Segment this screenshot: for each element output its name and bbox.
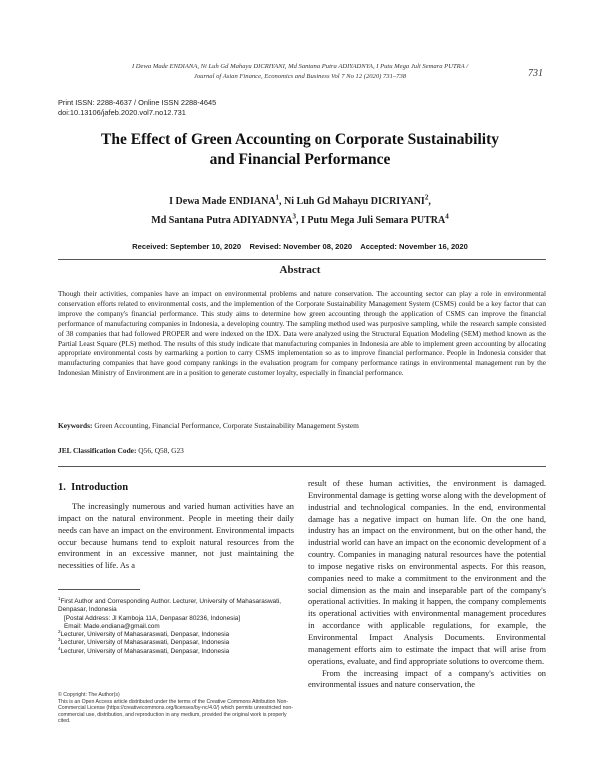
author-name: I Putu Mega Juli Semara PUTRA — [301, 215, 446, 226]
footnote-text: Lecturer, University of Mahasaraswati, Denpasar, Indonesia — [60, 647, 230, 655]
abstract-bottom-divider — [58, 466, 546, 467]
author-affiliation-mark: 2 — [424, 193, 429, 202]
author-line-2: Md Santana Putra ADIYADNYA$^3$, I Putu Mega Juli Semara PUTRA$^4$ — [151, 212, 449, 226]
keywords-text: Green Accounting, Financial Performance, Corporate Sustainability Management System — [94, 421, 359, 430]
issn-block — [58, 98, 216, 118]
section-heading-introduction: 1. Introduction — [58, 482, 129, 493]
keywords-label: Keywords: — [58, 421, 93, 430]
footnote-4 — [58, 645, 296, 656]
abstract-text: Though their activities, companies have an impact on environmental problems and nature conservation. The accounting sector can play a role in environmental conservation efforts related to environmental costs, and the implemention of the Corporate Sustainability Management System (CSMS) could be a key factor that can improve the company's financial performance. This study aims to determine how green accounting through the application of CSMS can improve the financial performance of manufacturing companies in Indonesia, a developing country. The sampling method used was purposive sampling, while the research sample consisted of 38 companies that had followed PROPER and were indexed on the IDX. Data were analyzed using the Structural Equation Modeling (SEM) method known as the Partial Least Square (PLS) method. The results of this study indicate that manufacturing companies in Indonesia are able to implement green accounting by allocating appropriate environmental costs by earmarking a portion to carry CSMS implementation so as to improve financial performance. People in Indonesia consider that manufacturing companies that have good company rankings in the evaluation program for company performance ratings in environmental management run by the Indonesian Ministry of Environment are in a position to generate customer loyalty, especially in financial performance. — [58, 290, 546, 378]
author-name: I Dewa Made ENDIANA — [169, 196, 276, 207]
footnote-1-email: Email: Made.endiana@gmail.com — [64, 622, 160, 630]
footnote-1 — [58, 595, 296, 615]
author-line-1: I Dewa Made ENDIANA$^1$, Ni Luh Gd Mahayu DICRIYANI$^2$, — [169, 193, 431, 207]
footnotes — [58, 595, 296, 656]
footnote-mark: 4 — [58, 645, 61, 651]
jel-label: JEL Classification Code: — [58, 446, 137, 455]
right-column-text — [308, 478, 546, 691]
footnote-mark: 3 — [58, 637, 61, 643]
author-affiliation-mark: 4 — [445, 212, 449, 221]
copyright-line: © Copyright: The Author(s) — [58, 692, 120, 698]
footnote-mark: 1 — [58, 595, 61, 601]
footnote-text: First Author and Corresponding Author. Lecturer, University of Mahasaraswati, Denpasar, Indonesia — [58, 598, 282, 614]
issn: Print ISSN: 2288-4637 / Online ISSN 2288-4645 — [58, 98, 217, 107]
running-head-authors: I Dewa Made ENDIANA, Ni Luh Gd Mahayu DICRIYANI, Md Santana Putra ADIYADNYA, I Putu Mega Juli Semara PUTRA / — [131, 63, 469, 70]
abstract-heading: Abstract — [279, 264, 321, 276]
paragraph: From the increasing impact of a company's activities on environmental issues and nature conservation, the — [308, 668, 546, 690]
author-affiliation-mark: 1 — [275, 193, 280, 202]
footnote-text: Lecturer, University of Mahasaraswati, Denpasar, Indonesia — [60, 631, 230, 639]
paragraph: The increasingly numerous and varied human activities have an impact on the natural environment. People in meeting their daily needs can have an impact on the environment. Environmental impacts occur because humans tend to exploit natural resources from the environment in an excessive manner, not just maintaining the necessities of life. As a — [58, 502, 294, 571]
title-line-1: The Effect of Green Accounting on Corporate Sustainability — [101, 131, 499, 148]
author-affiliation-mark: 3 — [292, 212, 297, 221]
author-name: Md Santana Putra ADIYADNYA — [151, 215, 293, 226]
jel-codes: Q56, Q58, G23 — [138, 446, 184, 455]
paragraph: result of these human activities, the environment is damaged. Environmental damage is getting worse along with the development of industrial and technological companies. In the end, environmental damage has a negative impact on human life. On the one hand, industry has an impact on the environment, but on the other hand, the industrial world can have an impact on the economic development of a country. Companies in managing natural resources have the potential to impose negative risks on environmental aspects. For this reason, companies need to make a commitment to the environment and the social dimension as the main and inseparable part of the company's operational activities. In making it happen, the company complements its operational activities with environmental management procedures in accordance with applicable regulations, for example, the Environmental Impact Analysis Documents. Environmental management efforts aim to estimate the impact that will arise from operations, evaluate, and find appropriate solutions to overcome them. — [308, 479, 546, 666]
page-number: 731 — [528, 68, 543, 79]
paper-title — [60, 130, 540, 170]
footnote-divider — [58, 589, 140, 590]
running-head-journal: Journal of Asian Finance, Economics and Business Vol 7 No 12 (2020) 731–738 — [193, 73, 407, 80]
keywords — [58, 421, 546, 430]
submission-dates: Received: September 10, 2020 Revised: November 08, 2020 Accepted: November 16, 2020 — [132, 242, 468, 251]
footnote-1-address: [Postal Address: Jl Kamboja 11A, Denpasar 80236, Indonesia] — [64, 614, 241, 622]
footnote-text: Lecturer, University of Mahasaraswati, Denpasar, Indonesia — [60, 639, 230, 647]
jel-classification — [58, 446, 546, 455]
copyright-notice — [58, 692, 296, 725]
license-text: This is an Open Access article distributed under the terms of the Creative Commons Attribution Non-Commercial License (https://creativecommons.org/licenses/by-nc/4.0/) which permits unrestricted non-commercial use, distribution, and reproduction in any medium, provided the original work is properly cited. — [58, 698, 293, 725]
running-head — [70, 62, 530, 82]
author-list — [60, 192, 540, 230]
doi: doi:10.13106/jafeb.2020.vol7.no12.731 — [58, 108, 186, 117]
left-column-text — [58, 501, 294, 572]
title-line-2: and Financial Performance — [209, 151, 391, 168]
top-divider — [58, 259, 546, 260]
footnote-3 — [58, 639, 296, 647]
author-name: Ni Luh Gd Mahayu DICRIYANI — [284, 196, 425, 207]
footnote-mark: 2 — [58, 629, 61, 635]
